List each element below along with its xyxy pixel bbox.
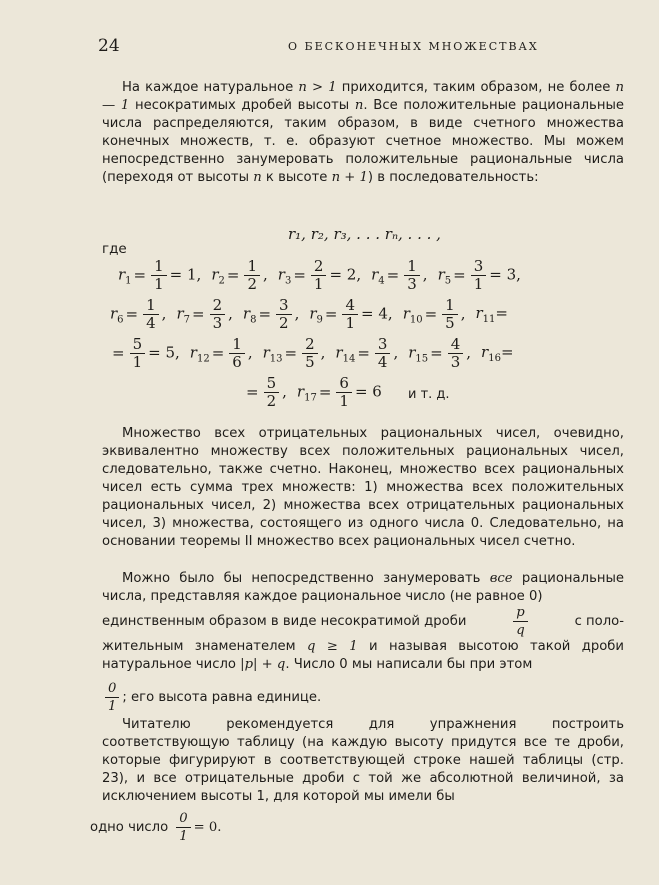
fraction-zero-over-one: $\frac{0}{1}$ — [105, 680, 119, 715]
running-title: О БЕСКОНЕЧНЫХ МНОЖЕСТВАХ — [288, 40, 539, 53]
equation-row-2 — [110, 297, 518, 332]
denominator: 2 — [247, 275, 257, 293]
paragraph-3d: $\frac{0}{1}$ ; его высота равна единице. — [102, 680, 624, 715]
equals-sign: = — [226, 265, 240, 284]
numerator: 6 — [336, 375, 352, 393]
term-variable: r — [277, 265, 285, 284]
equals-sign: = — [318, 382, 332, 401]
equation-row-1 — [118, 258, 531, 293]
term-variable: r — [176, 304, 184, 323]
equation-term — [263, 336, 326, 371]
paragraph-4-last: одно число $\frac{0}{1}$ = 0. — [90, 811, 222, 844]
paragraph-3a: Можно было бы непосредственно занумеровать все рациональные числа, представляя каждое рациональное число (не равное 0) — [102, 571, 624, 604]
math-n-gt-1: n > 1 — [298, 80, 337, 95]
term-result: , — [294, 304, 300, 323]
term-index: 12 — [196, 353, 210, 365]
numerator: 1 — [151, 258, 167, 276]
term-index: 2 — [218, 275, 225, 287]
paragraph-4: Читателю рекомендуется для упражнения построить соответствующую таблицу (на каждую высоту придутся все те дроби, которые фигурируют в соответствующей строке нашей таблицы (стр. 23), и все отрицательные дроби с той же абсолютной величиной, за исключением высоты 1, для которой мы имели бы — [102, 717, 624, 804]
denominator: 1 — [132, 353, 143, 371]
term-result: = 3, — [489, 265, 521, 284]
term-index: 10 — [409, 314, 423, 326]
term-result: , — [228, 304, 233, 323]
equals-sign: = — [293, 265, 306, 284]
equals-sign: = — [211, 343, 225, 362]
equals-sign: = — [125, 304, 139, 323]
equation-term — [335, 336, 398, 371]
term-index: 14 — [342, 353, 356, 365]
term-variable: r — [118, 265, 126, 284]
denominator: 1 — [345, 314, 356, 332]
numerator: 2 — [311, 258, 327, 276]
numerator: 1 — [229, 336, 245, 354]
etc-label: и т. д. — [408, 387, 450, 402]
numerator: 1 — [442, 297, 458, 315]
sequence-formula: r₁, r₂, r₃, . . . rₙ, . . . , — [288, 225, 441, 243]
fraction — [151, 258, 167, 293]
fraction — [442, 297, 458, 332]
fraction — [404, 258, 420, 293]
term-result: , — [320, 343, 326, 362]
denominator: 4 — [377, 353, 388, 371]
denominator: 5 — [305, 353, 315, 371]
equation-term — [211, 258, 267, 293]
term-variable: r — [211, 265, 219, 284]
equation-row-3 — [110, 336, 524, 371]
fraction — [244, 258, 260, 293]
numerator: 3 — [375, 336, 391, 354]
term-index: 4 — [378, 275, 385, 287]
numerator: 3 — [471, 258, 487, 276]
where-label: где — [102, 241, 127, 257]
term-variable: r — [481, 343, 489, 361]
denominator: 1 — [313, 275, 324, 293]
paragraph-3b: единственным образом в виде несократимой дроби $\frac{p}{q}$ с поло- — [102, 605, 624, 638]
numerator: 1 — [404, 258, 420, 276]
paragraph-2: Множество всех отрицательных рациональных чисел, очевидно, эквивалентно множеству всех положительных рациональных чисел, следовательно, также счетно. Наконец, множество всех рациональных чисел есть сумма трех множеств: 1) множества всех положительных рациональных чисел, 2) множества всех отрицательных рациональных чисел, 3) множества, состоящего из одного числа 0. Следовательно, на основании теоремы II множество всех рациональных чисел счетно. — [102, 426, 624, 549]
math-n-plus-1: n + 1 — [331, 170, 368, 185]
fraction — [143, 297, 159, 332]
equation-term — [476, 304, 508, 325]
term-variable: r — [475, 304, 483, 322]
term-result: = 4, — [361, 304, 393, 323]
fraction — [210, 297, 226, 332]
term-result: = 2, — [329, 265, 362, 284]
term-index: 9 — [316, 314, 323, 326]
term-index: 13 — [269, 353, 283, 365]
fraction — [311, 258, 327, 293]
numerator: 4 — [342, 297, 358, 315]
equals-sign: = — [430, 343, 443, 362]
term-index: 1 — [125, 275, 132, 287]
equals-sign: = — [192, 304, 205, 323]
numerator: 5 — [264, 375, 280, 393]
term-variable: r — [309, 304, 317, 323]
denominator: 5 — [445, 314, 455, 332]
term-result: = 5, — [148, 343, 180, 362]
term-index: 3 — [284, 275, 292, 287]
equation-term — [371, 258, 427, 293]
numerator: 5 — [130, 336, 146, 354]
term-variable: r — [262, 343, 270, 362]
fraction — [342, 297, 358, 332]
term-variable: r — [296, 382, 305, 401]
term-index: 11 — [482, 314, 496, 325]
term-variable: r — [408, 343, 416, 362]
page-header — [58, 36, 619, 58]
term-index: 8 — [250, 314, 257, 326]
fraction — [471, 258, 487, 293]
denominator: 3 — [407, 275, 417, 293]
term-result: , — [460, 304, 466, 323]
equation-term — [244, 375, 287, 410]
fraction — [448, 336, 464, 371]
denominator: 1 — [339, 392, 349, 410]
denominator: 3 — [212, 314, 223, 332]
fraction — [130, 336, 146, 371]
equation-term — [110, 336, 180, 371]
denominator: 6 — [232, 353, 242, 371]
equation-term — [297, 375, 382, 410]
equals-sign: = — [453, 265, 466, 284]
term-index: 17 — [304, 392, 317, 404]
term-result: = 6 — [354, 382, 382, 401]
numerator: 1 — [143, 297, 159, 315]
equals-sign: = — [324, 304, 338, 323]
equation-term — [403, 297, 466, 332]
term-result: , — [263, 265, 268, 284]
numerator: 4 — [448, 336, 464, 354]
paragraph-1: На каждое натуральное n > 1 приходится, таким образом, не более n — 1 несократимых дробей высоты n. Все положительные рациональные числа распределяются, таким образом, в виде счетного множества конечных множеств, т. е. образуют счетное множество. Мы можем непосредственно занумеровать положительные рациональные числа (переходя от высоты n к высоте n + 1) в последовательность: — [102, 80, 624, 185]
equals-sign: = — [284, 343, 298, 362]
term-result: , — [393, 343, 399, 362]
numerator: 2 — [210, 297, 226, 315]
term-index: 15 — [415, 353, 429, 365]
term-result: = 1, — [169, 265, 202, 284]
denominator: 2 — [279, 314, 289, 332]
equals-sign: = — [112, 343, 125, 362]
term-variable: r — [110, 304, 118, 323]
term-index: 6 — [117, 314, 124, 326]
equals-sign: = — [246, 382, 259, 401]
term-index: 16 — [488, 353, 501, 364]
equation-term — [438, 258, 521, 293]
denominator: 3 — [450, 353, 461, 371]
equation-row-4 — [244, 375, 392, 410]
term-result: , — [422, 265, 428, 284]
equation-term — [309, 297, 392, 332]
term-result: , — [161, 304, 167, 323]
term-result: = — [495, 304, 508, 322]
term-result: = — [500, 343, 514, 361]
term-variable: r — [242, 304, 251, 323]
term-variable: r — [402, 304, 410, 323]
fraction-p-over-q: $\frac{p}{q}$ — [513, 604, 527, 639]
equals-sign: = — [386, 265, 400, 284]
term-variable: r — [335, 343, 343, 362]
term-result: , — [466, 343, 472, 362]
term-result: , — [282, 382, 287, 401]
denominator: 1 — [473, 275, 484, 293]
equation-term — [408, 336, 471, 371]
term-variable: r — [371, 265, 379, 284]
numerator: 1 — [244, 258, 260, 276]
equation-term — [118, 258, 201, 293]
term-result: , — [247, 343, 253, 362]
denominator: 2 — [266, 392, 277, 410]
equation-term — [481, 343, 513, 364]
denominator: 1 — [154, 275, 164, 293]
term-variable: r — [437, 265, 445, 284]
fraction — [336, 375, 352, 410]
equation-term — [190, 336, 253, 371]
equals-sign: = — [133, 265, 147, 284]
paragraph-3c: жительным знаменателем q ≥ 1 и называя высотою такой дроби натуральное число |p| + q. Число 0 мы написали бы при этом — [102, 639, 624, 672]
term-index: 5 — [444, 275, 452, 287]
equation-term — [110, 297, 166, 332]
term-index: 7 — [183, 314, 190, 326]
numerator: 2 — [302, 336, 318, 354]
fraction — [264, 375, 280, 410]
math-n-minus-1: n — 1 — [102, 80, 624, 113]
equals-sign: = — [357, 343, 370, 362]
fraction-final-zero: $\frac{0}{1}$ — [176, 810, 190, 845]
fraction — [229, 336, 245, 371]
fraction — [302, 336, 318, 371]
fraction — [375, 336, 391, 371]
equation-term — [176, 297, 232, 332]
term-variable: r — [189, 343, 197, 362]
page-number: 24 — [98, 36, 120, 56]
denominator: 4 — [146, 314, 156, 332]
equation-term — [278, 258, 361, 293]
fraction — [276, 297, 292, 332]
equation-term — [243, 297, 299, 332]
numerator: 3 — [276, 297, 292, 315]
equals-sign: = — [258, 304, 272, 323]
equals-sign: = — [424, 304, 438, 323]
